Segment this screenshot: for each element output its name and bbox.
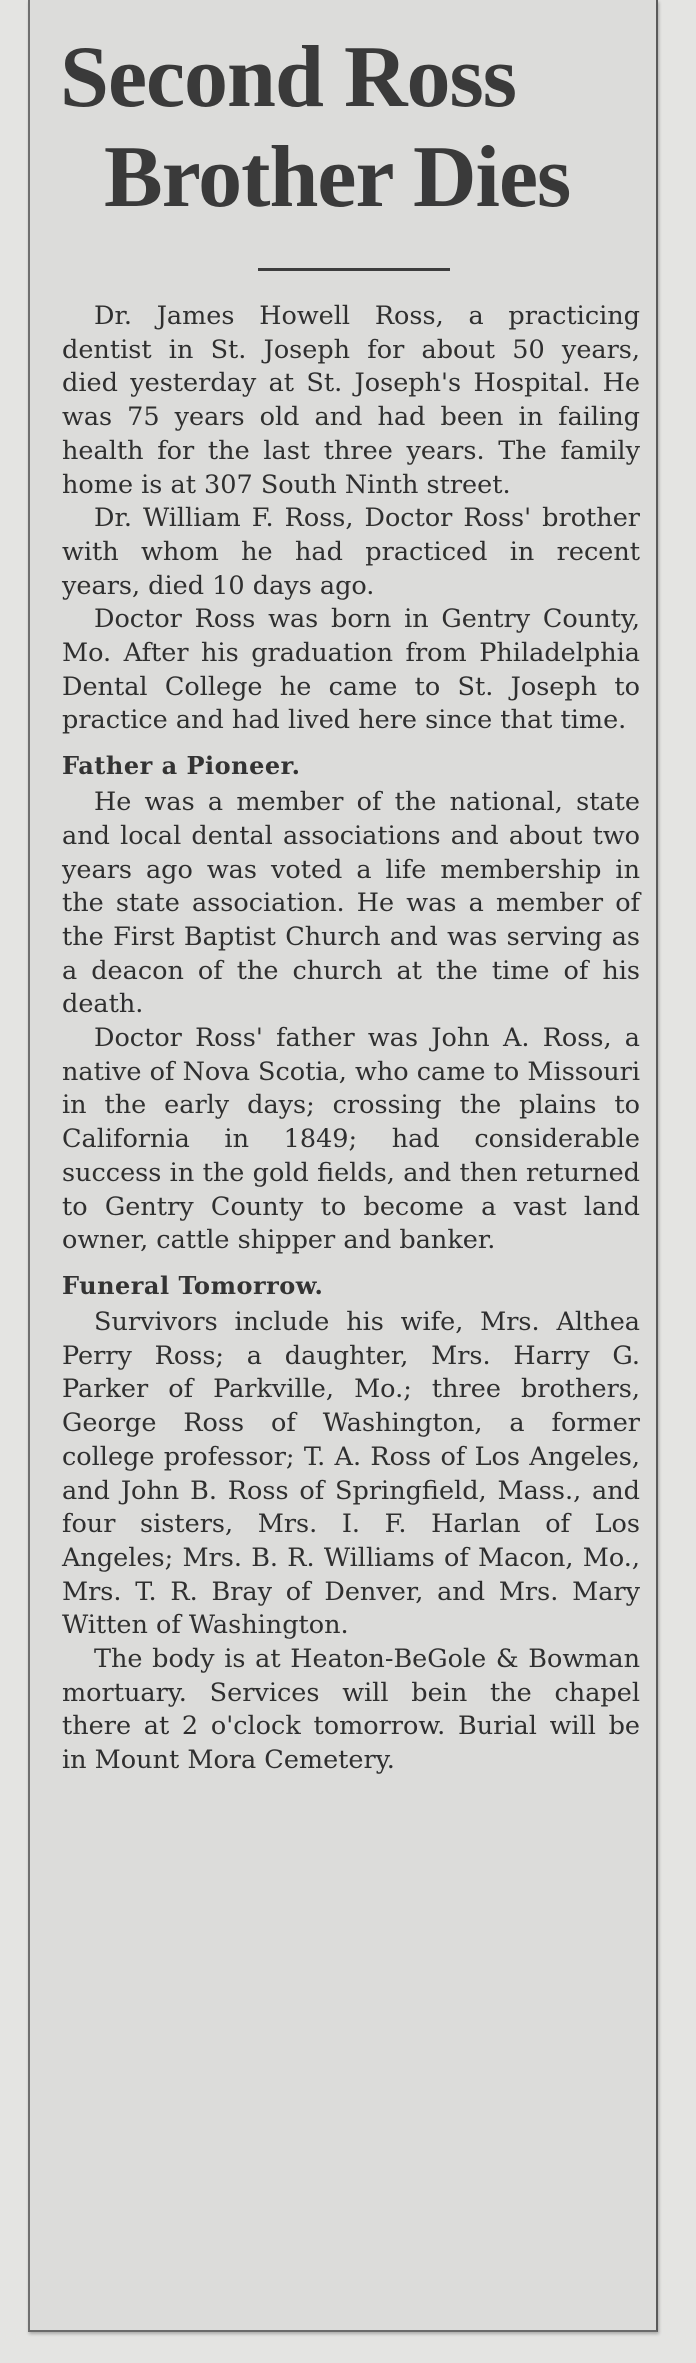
paragraph-associations: He was a member of the national, state and local dental associations and about two years ago was voted a life membership in the state association. He was a member of the First Baptist Church and was serving as a deacon of the church at the time of his death. <box>62 787 640 1020</box>
paragraph-services: The body is at Heaton-BeGole & Bowman mortuary. Services will bein the chapel there at 2 o'clock tomorrow. Burial will be in Mount Mora Cemetery. <box>62 1644 640 1776</box>
paragraph-intro: Dr. James Howell Ross, a practicing dentist in St. Joseph for about 50 years, died yesterday at St. Joseph's Hospital. He was 75 years old and had been in failing health for the last three years. The family home is at 307 South Ninth street. <box>62 301 640 500</box>
subhead-father-a-pioneer: Father a Pioneer. <box>62 751 301 781</box>
headline <box>56 28 646 228</box>
paragraph-father: Doctor Ross' father was John A. Ross, a native of Nova Scotia, who came to Missouri in the early days; crossing the plains to California in 1849; had considerable success in the gold fields, and then returned to Gentry County to become a vast land owner, cattle shipper and banker. <box>62 1023 640 1256</box>
paragraph-brother: Dr. William F. Ross, Doctor Ross' brother with whom he had practiced in recent years, died 10 days ago. <box>62 503 640 601</box>
headline-divider <box>258 268 450 271</box>
article-body <box>62 300 640 1778</box>
subhead-funeral-tomorrow: Funeral Tomorrow. <box>62 1270 324 1300</box>
paragraph-survivors: Survivors include his wife, Mrs. Althea Perry Ross; a daughter, Mrs. Harry G. Parker of Parkville, Mo.; three brothers, George Ross of Washington, a former college professor; T. A. Ross of Los Angeles, and John B. Ross of Springfield, Mass., and four sisters, Mrs. I. F. Harlan of Los Angeles; Mrs. B. R. Williams of Macon, Mo., Mrs. T. R. Bray of Denver, and Mrs. Mary Witten of Washington. <box>62 1306 640 1641</box>
paragraph-background: Doctor Ross was born in Gentry County, Mo. After his graduation from Philadelphia Dental College he came to St. Joseph to practice and had lived here since that time. <box>62 604 640 736</box>
headline-line-2: Brother Dies <box>104 129 571 226</box>
headline-line-1: Second Ross <box>60 29 516 126</box>
